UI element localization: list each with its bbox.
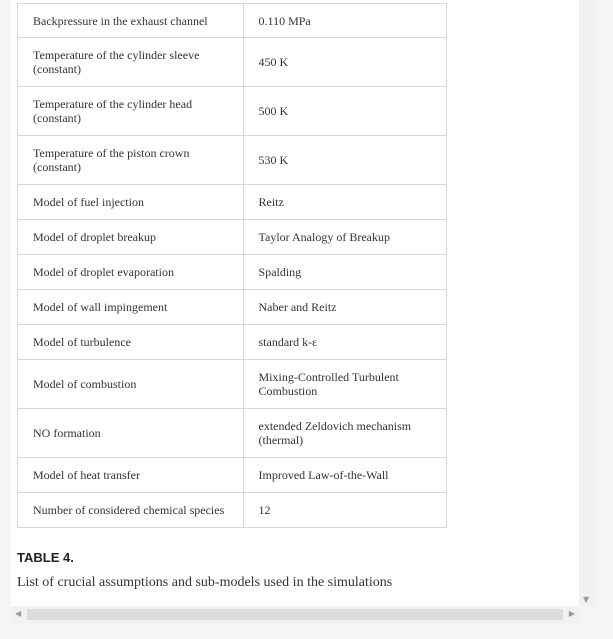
table-cell-value: Spalding — [243, 255, 446, 290]
table-row — [18, 325, 447, 360]
table-row — [18, 493, 447, 528]
table-cell-value: Taylor Analogy of Breakup — [243, 220, 446, 255]
table-cell-parameter: Model of fuel injection — [18, 185, 244, 220]
table-row — [18, 136, 447, 185]
arrow-right-icon[interactable]: ▶ — [568, 609, 575, 618]
table-cell-parameter: Model of droplet breakup — [18, 220, 244, 255]
table-cell-parameter: Model of droplet evaporation — [18, 255, 244, 290]
table-cell-parameter: Temperature of the piston crown (constant) — [18, 136, 244, 185]
table-cell-parameter: Temperature of the cylinder sleeve (constant) — [18, 38, 244, 87]
table-row — [18, 220, 447, 255]
table-cell-value: 0.110 MPa — [243, 4, 446, 38]
table-caption-text: List of crucial assumptions and sub-models used in the simulations — [17, 575, 393, 590]
table-row — [18, 409, 447, 458]
vertical-scrollbar[interactable] — [579, 0, 596, 606]
table-row — [18, 185, 447, 220]
table-row — [18, 4, 447, 38]
table-row — [18, 360, 447, 409]
arrow-left-icon[interactable]: ◀ — [15, 609, 22, 618]
table-cell-parameter: Backpressure in the exhaust channel — [18, 4, 244, 38]
table-cell-value: 450 K — [243, 38, 446, 87]
table-cell-parameter: Model of combustion — [18, 360, 244, 409]
table-cell-value: Naber and Reitz — [243, 290, 446, 325]
table-cell-parameter: NO formation — [18, 409, 244, 458]
assumptions-table — [17, 3, 447, 528]
table-row — [18, 290, 447, 325]
table-cell-value: Improved Law-of-the-Wall — [243, 458, 446, 493]
table-body — [18, 4, 447, 528]
table-row — [18, 458, 447, 493]
table-cell-value: 500 K — [243, 87, 446, 136]
table-cell-value: 12 — [243, 493, 446, 528]
table-cell-value: Mixing-Controlled Turbulent Combustion — [243, 360, 446, 409]
table-cell-value: Reitz — [243, 185, 446, 220]
table-cell-value: standard k-ε — [243, 325, 446, 360]
table-row — [18, 255, 447, 290]
table-cell-parameter: Model of turbulence — [18, 325, 244, 360]
table-row — [18, 87, 447, 136]
table-cell-value: extended Zeldovich mechanism (thermal) — [243, 409, 446, 458]
table-cell-parameter: Model of heat transfer — [18, 458, 244, 493]
horizontal-scroll-thumb[interactable] — [27, 609, 563, 620]
content-viewport — [11, 0, 579, 606]
arrow-down-icon[interactable]: ▼ — [583, 595, 590, 604]
table-cell-parameter: Temperature of the cylinder head (constant) — [18, 87, 244, 136]
table-caption-title: TABLE 4. — [17, 550, 74, 565]
table-cell-value: 530 K — [243, 136, 446, 185]
horizontal-scrollbar[interactable] — [11, 606, 579, 623]
table-cell-parameter: Model of wall impingement — [18, 290, 244, 325]
table-row — [18, 38, 447, 87]
table-cell-parameter: Number of considered chemical species — [18, 493, 244, 528]
